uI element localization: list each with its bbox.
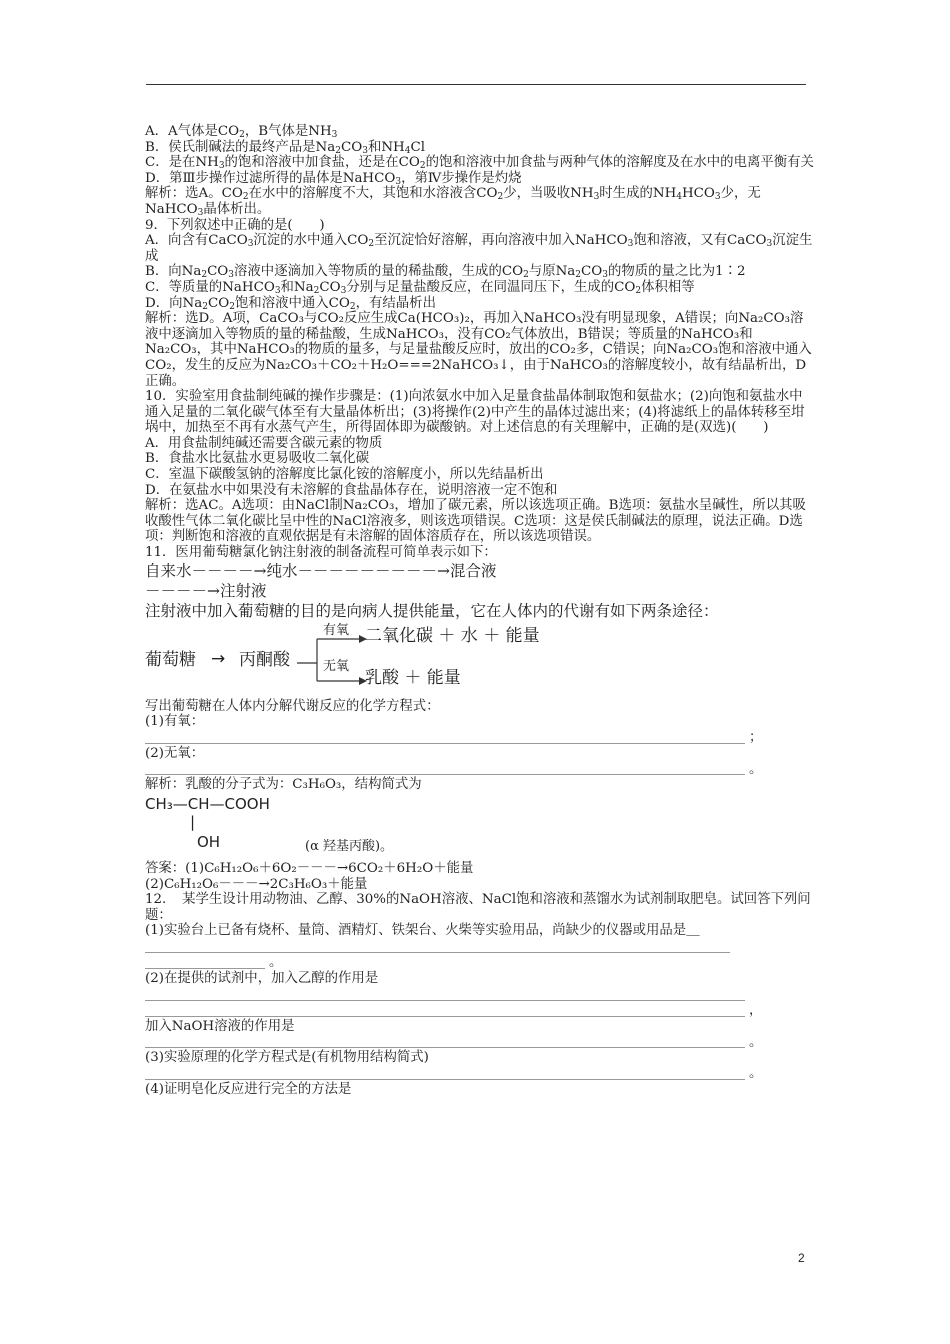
q11-flow-line-1: 自来水－－－－→纯水－－－－－－－－－→混合液 <box>145 561 497 580</box>
q12-answer-line-4[interactable]: 。 <box>145 1066 815 1082</box>
analysis-9: 解析：选D。A项，CaCO₃与CO₂反应生成Ca(HCO₃)₂，再加入NaHCO₃没有明显现象，A错误；向Na₂CO₃溶液中逐滴加入等物质的量的稀盐酸，生成NaHCO₃，没有CO₂气体放出，B错误；等质量的NaHCO₃和Na₂CO₃，其中NaHCO₃的物质的量多，与足量盐酸反应时，放出的CO₂多，C错误；向Na₂CO₃饱和溶液中通入CO₂，发生的反应为Na₂CO₃＋CO₂＋H₂O===2NaHCO₃↓，由于NaHCO₃的溶解度较小，故有结晶析出，D正确。 <box>145 311 812 389</box>
q11-flow-line-2: －－－－→注射液 <box>145 581 267 600</box>
q9-option-d: D．向$Na_2CO_2$饱和溶液中通入$CO_2$，有结晶析出 <box>145 295 436 312</box>
q12-part-3: (3)实验原理的化学方程式是(有机物用结构简式) <box>145 1050 429 1066</box>
q12-answer-line-1b[interactable]: 。 <box>145 955 815 971</box>
structure-top: CH₃—CH—COOH <box>145 795 270 813</box>
q12-answer-line-3[interactable]: 。 <box>145 1034 815 1050</box>
q12-answer-line-2[interactable] <box>145 987 815 1003</box>
option-d-line: D．第Ⅲ步操作过滤所得的晶体是NaHCO$_3$，第Ⅳ步操作是灼烧 <box>145 170 522 187</box>
analysis-11: 解析：乳酸的分子式为：C₃H₆O₃，结构简式为 <box>145 777 422 793</box>
question-11: 11．医用葡萄糖氯化钠注射液的制备流程可简单表示如下： <box>145 545 497 561</box>
q11-write: 写出葡萄糖在人体内分解代谢反应的化学方程式： <box>145 698 440 714</box>
structure-name: (α 羟基丙酸)。 <box>305 839 394 854</box>
metabolism-diagram <box>145 622 815 693</box>
page-number: 2 <box>798 1251 805 1265</box>
structure-oh: OH <box>197 833 221 851</box>
q11-text: 注射液中加入葡萄糖的目的是向病人提供能量，它在人体内的代谢有如下两条途径： <box>145 601 719 620</box>
header-rule <box>146 84 806 85</box>
option-a-line: A．A气体是$CO_2$，B气体是$NH_3$ <box>145 124 338 140</box>
document-body <box>145 124 815 1097</box>
option-b-line: B．侯氏制碱法的最终产品是$Na_2CO_3$和$NH_4Cl$ <box>145 139 425 156</box>
question-9: 9．下列叙述中正确的是( ) <box>145 217 325 233</box>
diagram-glucose: 葡萄糖 <box>145 649 196 670</box>
q12-answer-line-1[interactable] <box>145 939 815 955</box>
diagram-pyruvate: 丙酮酸 <box>239 649 290 670</box>
diagram-arrow-icon: → <box>211 648 226 669</box>
answer-11-2: (2)C₆H₁₂O₆－－－→2C₃H₆O₃＋能量 <box>145 876 368 892</box>
diagram-aerobic-label: 有氧 <box>323 622 350 638</box>
question-12: 12． 某学生设计用动物油、乙醇、30%的NaOH溶液、NaCl饱和溶液和蒸馏水为试剂制取肥皂。试回答下列问题： <box>145 892 811 923</box>
analysis-10: 解析：选AC。A选项：由NaCl制Na₂CO₃，增加了碳元素，所以该选项正确。B选项：氨盐水呈碱性，所以其吸收酸性气体二氧化碳比呈中性的NaCl溶液多，则该选项错误。C选项：这是侯氏制碱法的原理，说法正确。D选项：判断饱和溶液的直观依据是有未溶解的固体溶质存在，所以该选项错误。 <box>145 498 806 545</box>
structure-bond: | <box>190 813 196 831</box>
analysis-8: 解析：选A。$CO_2$在水中的溶解度不大，其饱和水溶液含$CO_2$少，当吸收$NH_3$时生成的$NH_4HCO_3$少，无NaHCO$_3$晶体析出。 <box>145 186 761 218</box>
answer-11-1: 答案：(1)C₆H₁₂O₆＋6O₂－－－→6CO₂＋6H₂O＋能量 <box>145 861 474 876</box>
q12-part-2: (2)在提供的试剂中，加入乙醇的作用是 <box>145 970 379 986</box>
q12-part-4: (4)证明皂化反应进行完全的方法是 <box>145 1081 352 1097</box>
diagram-aerobic-products: 二氧化碳 ＋ 水 ＋ 能量 <box>365 625 540 646</box>
q10-option-d: D．在氨盐水中如果没有未溶解的食盐晶体存在，说明溶液一定不饱和 <box>145 482 558 498</box>
question-10: 10．实验室用食盐制纯碱的操作步骤是：(1)向浓氨水中加入足量食盐晶体制取饱和氨盐水；(2)向饱和氨盐水中通入足量的二氧化碳气体至有大量晶体析出；(3)将操作(2)中产生的晶体过滤出来；(4)将滤纸上的晶体转移至坩埚中，加热至不再有水蒸气产生，所得固体即为碳酸钠。对上述信息的有关理解中，正确的是(双选)( ) <box>145 389 805 436</box>
q11-part-2: (2)无氧： <box>145 745 205 761</box>
q9-option-a: A．向含有CaCO$_3$沉淀的水中通入$CO_2$至沉淀恰好溶解，再向溶液中加入NaHCO$_3$饱和溶液，又有CaCO$_3$沉淀生成 <box>145 233 813 264</box>
q12-part-1: (1)实验台上已备有烧杯、量筒、酒精灯、铁架台、火柴等实验用品，尚缺少的仪器或用品是＿ <box>145 923 700 939</box>
q12-answer-line-2b[interactable]: ， <box>145 1003 815 1019</box>
q12-part-2b: 加入NaOH溶液的作用是 <box>145 1018 295 1034</box>
diagram-anaerobic-label: 无氧 <box>323 658 350 674</box>
q10-option-c: C．室温下碳酸氢钠的溶解度比氯化铵的溶解度小，所以先结晶析出 <box>145 467 544 483</box>
q9-option-b: B．向$Na_2CO_3$溶液中逐滴加入等物质的量的稀盐酸，生成的$CO_2$与原$Na_2CO_3$的物质的量之比为1∶2 <box>145 264 746 281</box>
q11-answer-line-2[interactable]: 。 <box>145 761 815 777</box>
q10-option-a: A．用食盐制纯碱还需要含碳元素的物质 <box>145 435 383 451</box>
option-c-line: C．是在$NH_3$的饱和溶液中加食盐，还是在$CO_2$的饱和溶液中加食盐与两种气体的溶解度及在水中的电离平衡有关 <box>145 155 814 172</box>
q11-answer-line-1[interactable]: ； <box>145 730 815 746</box>
q9-option-c: C．等质量的NaHCO$_3$和$Na_2CO_3$分别与足量盐酸反应，在同温同压下，生成的$CO_2$体积相等 <box>145 279 695 296</box>
q11-part-1: (1)有氧： <box>145 714 205 730</box>
lactic-acid-structure <box>145 797 815 859</box>
diagram-anaerobic-products: 乳酸 ＋ 能量 <box>365 667 461 688</box>
q10-option-b: B．食盐水比氨盐水更易吸收二氧化碳 <box>145 451 370 467</box>
